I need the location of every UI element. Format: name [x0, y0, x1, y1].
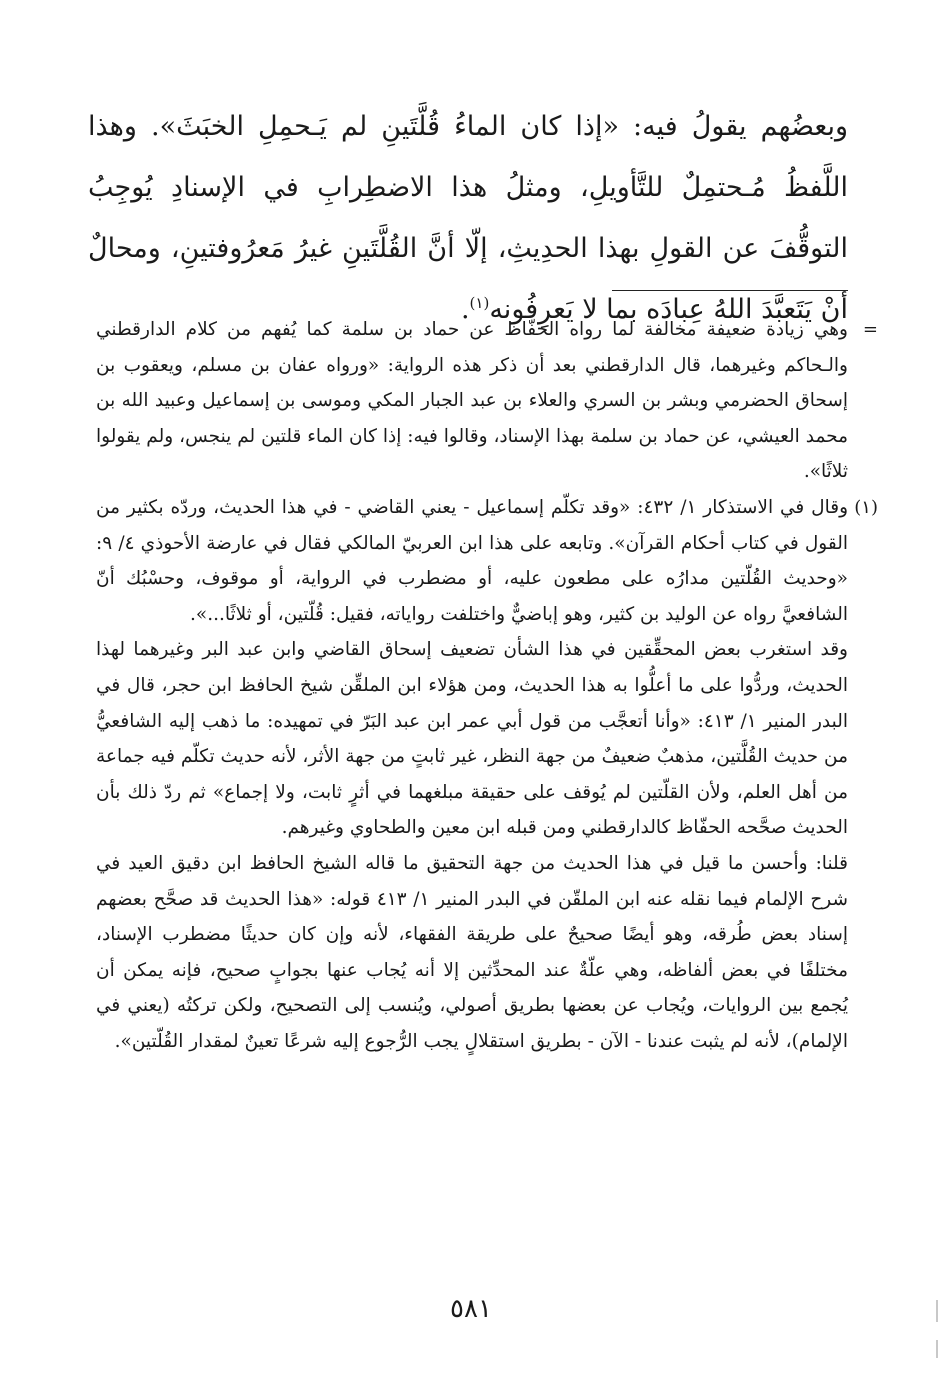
footnotes-section — [96, 312, 878, 1059]
main-paragraph-end: . — [460, 294, 470, 325]
footnote-1-marker: (١) — [854, 496, 878, 518]
footnote-continuation-text: وهي زيادة ضعيفة مخالفة لما رواه الحفّاظ عن حماد بن سلمة كما يُفهم من كلام الدارقطني والـحاكم وغيرهما، قال الدارقطني بعد أن ذكر هذه الرواية: «ورواه عفان بن مسلم، ويعقوب بن إسحاق الحضرمي وبشر بن السري والعلاء بن عبد الجبار المكي وموسى بن إسماعيل وعبيد الله بن محمد العيشي، عن حماد بن سلمة بهذا الإسناد، وقالوا فيه: إذا كان الماء قلتين لم ينجس، ولم يقولوا ثلاثًا». — [96, 319, 849, 483]
scan-edge-mark — [936, 1340, 938, 1358]
scan-edge-mark — [936, 1300, 938, 1322]
footnote-1 — [96, 490, 878, 632]
continuation-marker: = — [862, 319, 878, 340]
footnote-reference: (١) — [469, 294, 490, 312]
main-paragraph — [88, 96, 848, 340]
main-paragraph-text: وبعضُهم يقولُ فيه: «إذا كان الماءُ قُلَّتَينِ لم يَـحمِلِ الخبَثَ». وهذا اللَّفظُ مُـحتمِلٌ للتَّأويلِ، ومثلُ هذا الاضطِرابِ في الإسنادِ يُوجِبُ التوقُّفَ عن القولِ بهذا الحدِيثِ، إلّا أنَّ القُلَّتَينِ غيرُ مَعرُوفتينِ، ومحالٌ أنْ يَتَعبَّدَ اللهُ عِبادَه بما لا يَعرِفُونه — [88, 111, 848, 325]
footnote-continuation — [96, 312, 878, 490]
footnote-paragraph-3: قلنا: وأحسن ما قيل في هذا الحديث من جهة التحقيق ما قاله الشيخ الحافظ ابن دقيق العيد في شرح الإلمام فيما نقله عنه ابن الملقّن في البدر المنير ١/ ٤١٣ قوله: «هذا الحديث قد صحَّح بعضهم إسناد بعض طُرقه، وهو أيضًا صحيحٌ على طريقة الفقهاء، لأنه وإن كان حديثًا مضطرب الإسناد، مختلفًا في بعض ألفاظه، وهي علّةٌ عند المحدِّثين إلا أنه يُجاب عنها بجوابٍ صحيح، فإنه يمكن أن يُجمع بين الروايات، ويُجاب عن بعضها بطريق أصولي، ويُنسب إلى التصحيح، ولكن تركتُه (يعني في الإلمام)، لأنه لم يثبت عندنا - الآن - بطريق استقلالٍ يجب الرُّجوع إليه شرعًا تعينٌ لمقدار القُلّتين». — [96, 852, 848, 1052]
footnote-1-text: وقال في الاستذكار ١/ ٤٣٢: «وقد تكلّم إسماعيل - يعني القاضي - في هذا الحديث، وردّه بكثير من القول في كتاب أحكام القرآن». وتابعه على هذا ابن العربيّ المالكي فقال في عارضة الأحوذي ٤/ ٩: «وحديث القُلّتين مدارُه على مطعون عليه، أو مضطرب في الرواية، أو موقوف، وحسْبُك أنّ الشافعيَّ رواه عن الوليد بن كثير، وهو إباضيٌّ واختلفت رواياته، فقيل: قُلّتين، أو ثلاثًا...». — [96, 496, 848, 625]
footnote-divider — [612, 290, 848, 291]
page-number: ٥٨١ — [450, 1294, 492, 1324]
footnote-paragraph-2: وقد استغرب بعض المحقِّقين في هذا الشأن تضعيف إسحاق القاضي وابن عبد البر وغيرهما لهذا الحديث، وردُّوا على ما أعلُّوا به هذا الحديث، ومن هؤلاء ابن الملقِّن شيخ الحافظ ابن حجر، قال في البدر المنير ١/ ٤١٣: «وأنا أتعجَّب من قول أبي عمر ابن عبد البَرّ في تمهيده: ما ذهب إليه الشافعيُّ من حديث القُلَّتين، مذهبٌ ضعيفٌ من جهة النظر، غير ثابتٍ من جهة الأثر، لأنه حديث تكلّم فيه جماعة من أهل العلم، ولأن القلّتين لم يُوقف على حقيقة مبلغهما في أثرٍ ثابت، ولا إجماع» ثم ردّ ذلك بأن الحديث صحَّحه الحفّاظ كالدارقطني ومن قبله ابن معين والطحاوي وغيرهم. — [96, 639, 848, 839]
